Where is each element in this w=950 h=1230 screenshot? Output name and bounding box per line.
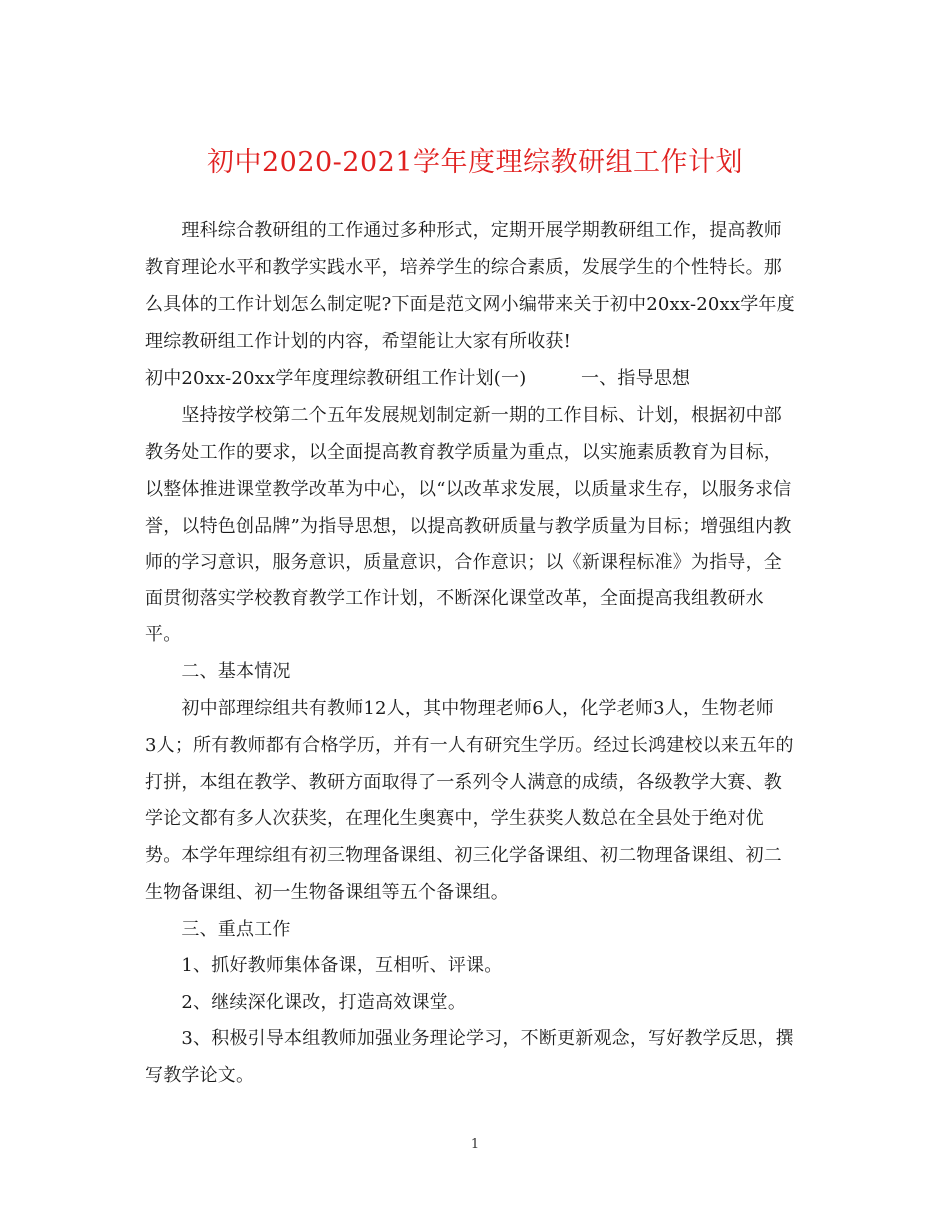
paragraph-line: 坚持按学校第二个五年发展规划制定新一期的工作目标、计划，根据初中部 xyxy=(145,405,782,426)
paragraph-line: 打拼，本组在教学、教研方面取得了一系列令人满意的成绩，各级教学大赛、教 xyxy=(145,772,782,793)
paragraph-line: 生物备课组、初一生物备课组等五个备课组。 xyxy=(145,882,509,903)
paragraph-line: 理综教研组工作计划的内容，希望能让大家有所收获! xyxy=(145,331,572,352)
section-heading: 三、重点工作 xyxy=(145,919,291,940)
paragraph-line: 誉，以特色创品牌”为指导思想，以提高教研质量与教学质量为目标；增强组内教 xyxy=(145,516,792,537)
list-item: 3、积极引导本组教师加强业务理论学习，不断更新观念，写好教学反思，撰 xyxy=(145,1028,794,1049)
paragraph-line: 面贯彻落实学校教育教学工作计划，不断深化课堂改革，全面提高我组教研水 xyxy=(145,588,764,609)
paragraph-line: 平。 xyxy=(145,624,182,645)
section-heading: 二、基本情况 xyxy=(145,661,291,682)
paragraph-line: 势。本学年理综组有初三物理备课组、初三化学备课组、初二物理备课组、初二 xyxy=(145,845,782,866)
paragraph-line: 师的学习意识，服务意识，质量意识，合作意识；以《新课程标准》为指导，全 xyxy=(145,552,782,573)
paragraph-line: 教务处工作的要求，以全面提高教育教学质量为重点，以实施素质教育为目标， xyxy=(145,442,782,463)
list-item: 1、抓好教师集体备课，互相听、评课。 xyxy=(145,955,503,976)
list-item: 2、继续深化课改，打造高效课堂。 xyxy=(145,992,467,1013)
document-title: 初中2020-2021学年度理综教研组工作计划 xyxy=(206,147,744,178)
paragraph-line: 初中20xx-20xx学年度理综教研组工作计划(一) 一、指导思想 xyxy=(145,368,691,389)
paragraph-line: 以整体推进课堂教学改革为中心，以“以改革求发展，以质量求生存，以服务求信 xyxy=(145,479,792,500)
paragraph-line: 理科综合教研组的工作通过多种形式，定期开展学期教研组工作，提高教师 xyxy=(145,220,782,241)
paragraph-line: 学论文都有多人次获奖，在理化生奥赛中，学生获奖人数总在全县处于绝对优 xyxy=(145,808,764,829)
paragraph-line: 么具体的工作计划怎么制定呢?下面是范文网小编带来关于初中20xx-20xx学年度 xyxy=(145,294,795,315)
page-number: 1 xyxy=(470,1137,480,1152)
list-item: 写教学论文。 xyxy=(145,1065,255,1086)
paragraph-line: 教育理论水平和教学实践水平，培养学生的综合素质，发展学生的个性特长。那 xyxy=(145,257,782,278)
paragraph-line: 初中部理综组共有教师12人，其中物理老师6人，化学老师3人，生物老师 xyxy=(145,698,775,719)
paragraph-line: 3人；所有教师都有合格学历，并有一人有研究生学历。经过长鸿建校以来五年的 xyxy=(145,735,794,756)
